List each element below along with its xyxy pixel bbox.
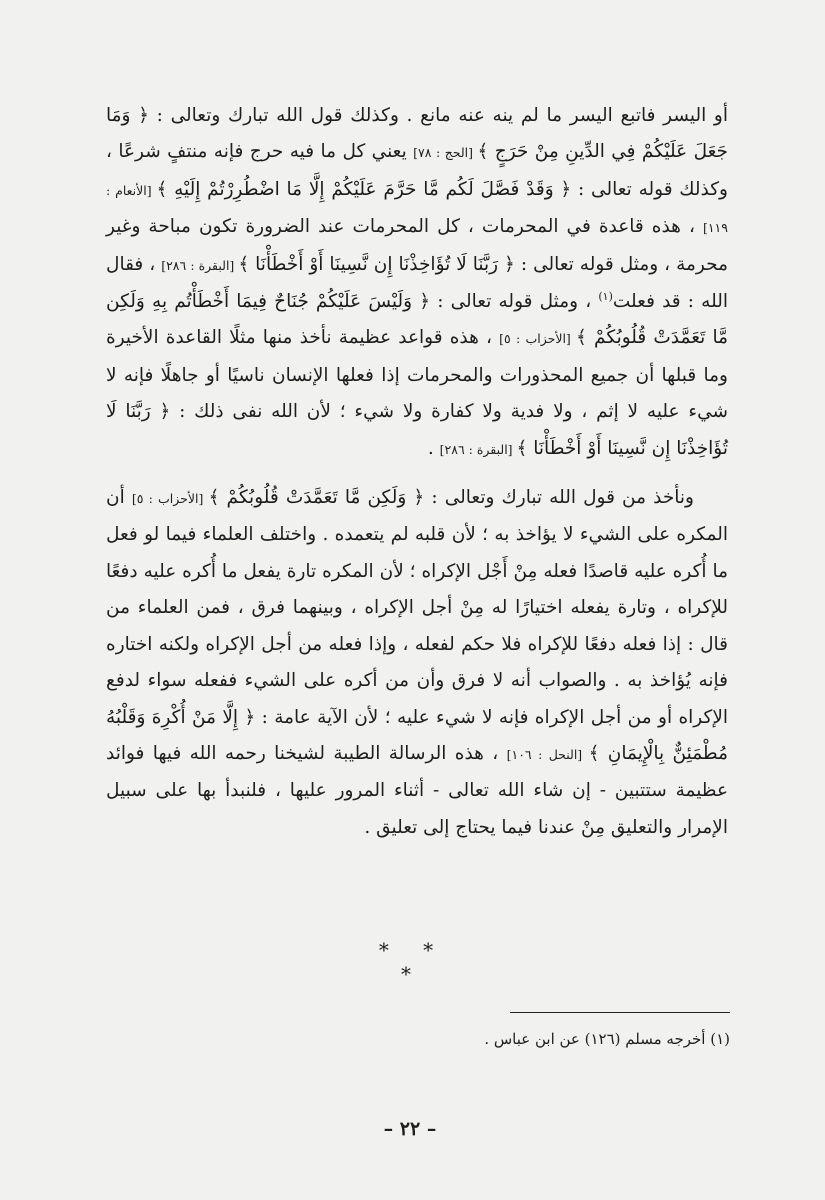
quran-verse: ﴿ رَبَّنَا لَا تُؤَاخِذْنَا إِن نَّسِينَا أَوْ أَخْطَأْنَا ﴾ — [106, 401, 728, 459]
quran-verse: ﴿ وَمَا جَعَلَ عَلَيْكُمْ فِي الدِّينِ مِنْ حَرَجٍ ﴾ — [106, 105, 728, 163]
verse-reference: [البقرة : ٢٨٦] — [161, 257, 239, 273]
quran-verse: ﴿ وَلَيْسَ عَلَيْكُمْ جُنَاحٌ فِيمَا أَخْطَأْتُم بِهِ وَلَكِن مَّا تَعَمَّدَتْ قُلُوبُكُمْ ﴾ — [106, 291, 728, 349]
text-run: أو اليسر فاتبع اليسر ما لم ينه عنه مانع . وكذلك قول الله تبارك وتعالى : — [149, 105, 728, 126]
verse-reference: [النحل : ١٠٦] — [506, 746, 589, 762]
quran-verse: ﴿ إِلَّا مَنْ أُكْرِهَ وَقَلْبُهُ مُطْمَئِنٌّ بِالْإِيمَانِ ﴾ — [106, 706, 728, 764]
text-run: ، هذه قاعدة في المحرمات ، كل المحرمات عند الضرورة تكون مباحة وغير محرمة ، ومثل قوله تعالى : — [106, 216, 728, 275]
footnote-marker: (١) — [598, 289, 613, 303]
paragraph — [106, 480, 728, 846]
section-separator: * * * — [378, 938, 448, 986]
quran-verse: ﴿ وَقَدْ فَصَّلَ لَكُم مَّا حَرَّمَ عَلَيْكُمْ إِلَّا مَا اضْطُرِرْتُمْ إِلَيْهِ ﴾ — [156, 178, 572, 200]
footnote: (١) أخرجه مسلم (١٢٦) عن ابن عباس . — [484, 1030, 730, 1048]
page-number: – ٢٢ – — [383, 1118, 437, 1140]
paragraph — [106, 98, 728, 468]
text-run: أن المكره على الشيء لا يؤاخذ به ؛ لأن قلبه لم يتعمده . واختلف العلماء فيما لو فعل ما أُكره عليه قاصدًا فعله مِنْ أَجْل الإكراه ؛ لأن المكره تارة يفعل ما أُكره عليه دفعًا للإكراه ، وتارة يفعله اختيارًا له مِنْ أجل الإكراه ، وبينهما فرق ، فمن العلماء من قال : إذا فعله دفعًا للإكراه فلا حكم لفعله ، وإذا فعله من أجل الإكراه ولكنه اختاره فإنه يُؤاخذ به . والصواب أنه لا فرق وأن من أكره على الشيء ففعله سواء لدفع الإكراه أو من أجل الإكراه فإنه لا شيء عليه ؛ لأن الآية عامة : — [106, 487, 729, 728]
verse-reference: [الأحزاب : ٥] — [131, 491, 209, 507]
body-text — [106, 98, 728, 846]
quran-verse: ﴿ رَبَّنَا لَا تُؤَاخِذْنَا إِن نَّسِينَا أَوْ أَخْطَأْنَا ﴾ — [238, 253, 515, 275]
quran-verse: ﴿ وَلَكِن مَّا تَعَمَّدَتْ قُلُوبُكُمْ ﴾ — [208, 487, 425, 509]
verse-reference: [الأنعام : ١١٩] — [106, 182, 728, 236]
text-run: ونأخذ من قول الله تبارك وتعالى : — [424, 487, 694, 509]
verse-reference: [البقرة : ٢٨٦] — [439, 441, 517, 457]
text-run: يعني كل ما فيه حرج فإنه منتفٍ شرعًا ، وكذلك قوله تعالى : — [106, 141, 728, 200]
text-run: ، هذه الرسالة الطيبة لشيخنا رحمه الله فيها فوائد عظيمة ستتبين - إن شاء الله تعالى - أثناء المرور عليها ، فلنبدأ بها على سبيل الإمرار والتعليق مِنْ عندنا فيما يحتاج إلى تعليق . — [106, 742, 728, 838]
verse-reference: [الأحزاب : ٥] — [499, 331, 577, 347]
footnote-rule — [510, 1012, 730, 1013]
text-run: . — [427, 437, 440, 459]
verse-reference: [الحج : ٧٨] — [413, 145, 478, 161]
text-run: ، فقال الله : قد فعلت — [106, 253, 728, 313]
text-run: ، ومثل قوله تعالى : — [430, 291, 599, 313]
text-run: ، هذه قواعد عظيمة نأخذ منها مثلًا القاعدة الأخيرة وما قبلها أن جميع المحذورات والمحرمات إذا فعلها الإنسان ناسيًا أو جاهلًا فإنه لا شيء عليه لا إثم ، ولا فدية ولا كفارة ولا شيء ؛ لأن الله نفى ذلك : — [106, 327, 728, 423]
